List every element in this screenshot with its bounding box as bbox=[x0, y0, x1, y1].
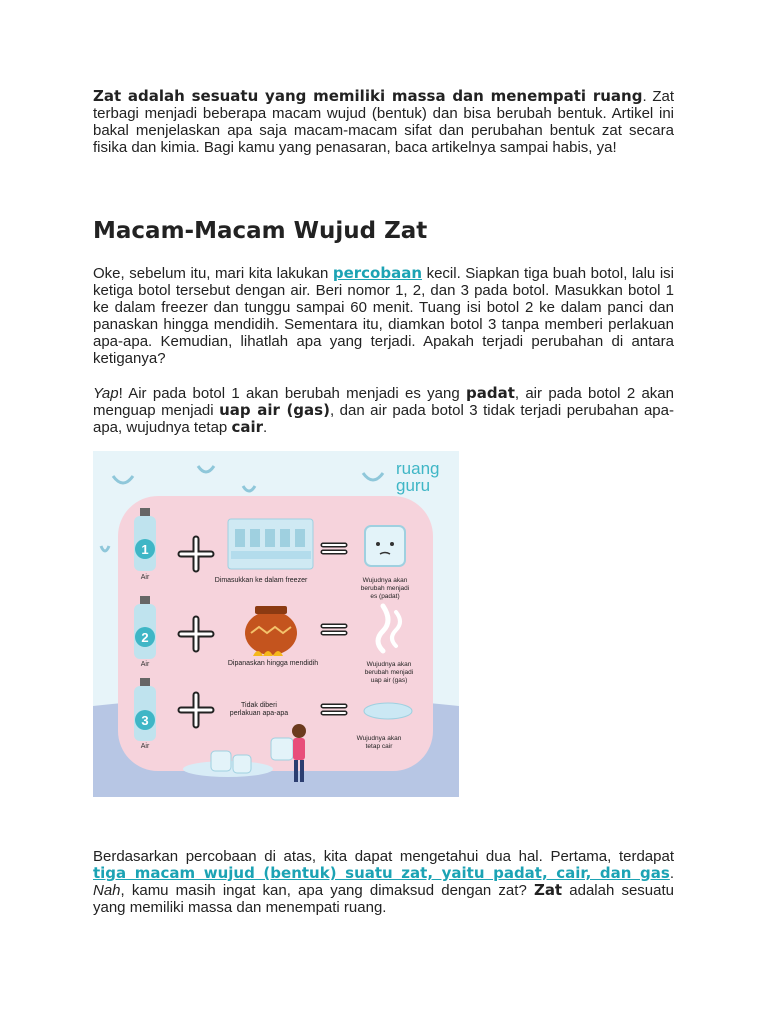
p2-yap: Yap bbox=[93, 385, 119, 402]
small-bottle-icon bbox=[280, 529, 290, 547]
p2-cair: cair bbox=[231, 418, 263, 436]
girl-leg bbox=[294, 760, 298, 782]
intro-lead-end: . bbox=[642, 88, 647, 105]
wujud-zat-link[interactable]: tiga macam wujud (bentuk) suatu zat, yaitu padat, cair, dan gas bbox=[93, 864, 670, 882]
p3-t4: adalah sesuatu yang memiliki massa dan menempati ruang. bbox=[93, 882, 674, 916]
bottle-number: 1 bbox=[141, 542, 149, 557]
p2-t4: . bbox=[263, 419, 268, 436]
intro-rest: Zat terbagi menjadi beberapa macam wujud (bentuk) dan bisa berubah bentuk. Artikel ini bakal menjelaskan apa saja macam-macam sifat dan perubahan bentuk zat secara fisika dan kimia. Bagi kamu yang penasaran, baca artikelnya sampai habis, ya! bbox=[93, 88, 674, 156]
girl-head-icon bbox=[292, 724, 306, 738]
intro-paragraph bbox=[93, 88, 674, 156]
ice-eye bbox=[390, 542, 394, 546]
bottle-label: Air bbox=[140, 743, 150, 750]
section-heading: Macam-Macam Wujud Zat bbox=[93, 218, 428, 244]
p2-t3: , dan air pada botol 3 tidak terjadi perubahan apa-apa, wujudnya tetap bbox=[93, 402, 674, 436]
row2-action-text: Dipanaskan hingga mendidih bbox=[227, 660, 319, 667]
p3-nah: Nah bbox=[93, 882, 121, 899]
row1-result-line3: es (padat) bbox=[370, 593, 400, 600]
logo-line1: ruang bbox=[396, 459, 440, 478]
small-bottle-icon bbox=[250, 529, 260, 547]
paragraph-conclusion bbox=[93, 848, 674, 916]
ice-cube-icon bbox=[211, 751, 231, 771]
bottle-cap bbox=[140, 596, 150, 604]
p3-t2: . bbox=[669, 865, 674, 882]
row2-result-line1: Wujudnya akan bbox=[366, 661, 412, 668]
pot-rim bbox=[255, 606, 287, 614]
row3-result-line1: Wujudnya akan bbox=[356, 735, 402, 742]
p3-zat: Zat bbox=[533, 881, 563, 899]
fire-icon bbox=[253, 651, 283, 656]
p1-before: Oke, sebelum itu, mari kita lakukan bbox=[93, 265, 333, 282]
row3-action-line1: Tidak diberi bbox=[241, 702, 277, 709]
small-bottle-icon bbox=[295, 529, 305, 547]
ice-cube-icon bbox=[271, 738, 293, 760]
row2-result-line2: berubah menjadi bbox=[364, 669, 414, 676]
small-bottle-icon bbox=[235, 529, 245, 547]
girl-leg bbox=[300, 760, 304, 782]
water-puddle-icon bbox=[364, 703, 412, 719]
row3-result-line2: tetap cair bbox=[365, 743, 393, 750]
small-bottle-icon bbox=[265, 529, 275, 547]
bottle-cap bbox=[140, 678, 150, 686]
bottle-label: Air bbox=[140, 574, 150, 581]
p1-after: kecil. Siapkan tiga buah botol, lalu isi ketiga botol tersebut dengan air. Beri nomor 1, 2, dan 3 pada botol. Masukkan botol 1 ke dalam freezer dan tunggu sampai 60 menit. Tuang isi botol 2 ke dalam panci dan panaskan hingga mendidih. Sementara itu, diamkan botol 3 tanpa memberi perlakuan apa-apa. Kemudian, lihatlah apa yang terjadi. Apakah terjadi perubahan di antara ketiganya? bbox=[93, 265, 674, 367]
row1-result-line1: Wujudnya akan bbox=[362, 577, 408, 584]
p2-t2: , air pada botol 2 akan menguap menjadi bbox=[93, 385, 674, 419]
freezer-shelf bbox=[231, 551, 311, 559]
p3-t1: Berdasarkan percobaan di atas, kita dapat mengetahui dua hal. Pertama, terdapat bbox=[93, 848, 674, 865]
intro-lead-bold: Zat adalah sesuatu yang memiliki massa dan menempati ruang bbox=[93, 87, 643, 105]
paragraph-experiment bbox=[93, 265, 674, 367]
p2-gas: uap air (gas) bbox=[219, 401, 330, 419]
row3-action-line2: perlakuan apa-apa bbox=[229, 710, 289, 717]
p3-t3: , kamu masih ingat kan, apa yang dimaksud dengan zat? bbox=[120, 882, 534, 899]
ice-cube-icon bbox=[233, 755, 251, 773]
experiment-illustration bbox=[93, 451, 459, 797]
ice-eye bbox=[376, 542, 380, 546]
paragraph-result bbox=[93, 385, 674, 436]
pot-icon bbox=[245, 611, 297, 655]
girl-body-icon bbox=[293, 738, 305, 760]
row1-action-text: Dimasukkan ke dalam freezer bbox=[214, 577, 308, 584]
logo-line2: guru bbox=[396, 476, 431, 495]
bottle-number: 2 bbox=[141, 630, 149, 645]
bottle-cap bbox=[140, 508, 150, 516]
row1-result-line2: berubah menjadi bbox=[360, 585, 410, 592]
bottle-number: 3 bbox=[141, 713, 149, 728]
row2-result-line3: uap air (gas) bbox=[370, 677, 408, 684]
ice-cube-icon bbox=[365, 526, 405, 566]
p2-padat: padat bbox=[465, 384, 515, 402]
p2-t1: ! Air pada botol 1 akan berubah menjadi es yang bbox=[118, 385, 466, 402]
bottle-label: Air bbox=[140, 661, 150, 668]
percobaan-link[interactable]: percobaan bbox=[332, 264, 423, 282]
